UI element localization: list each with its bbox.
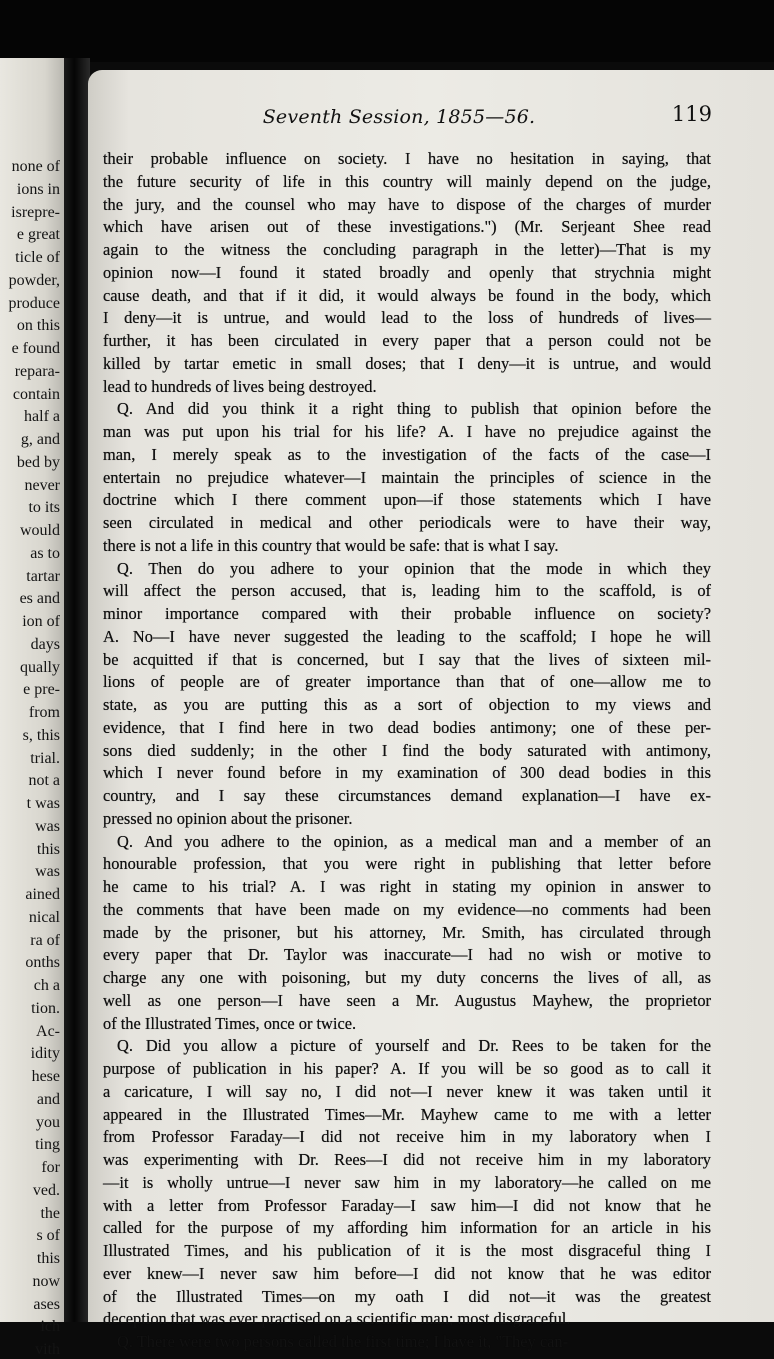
text-line: a caricature, I will say no, I did not—I never knew it was taken until it [103, 1081, 711, 1101]
left-page-line: produce [8, 294, 60, 312]
text-line: which I never found before in my examination of 300 dead bodies in this [103, 763, 711, 783]
text-line: —it is wholly untrue—I never saw him in my laboratory—he called on me [103, 1172, 711, 1192]
left-page-line: to its [28, 499, 60, 517]
text-line: minor importance compared with their probable influence on society? [103, 604, 711, 623]
left-page-line: never [24, 476, 60, 494]
text-line: Q. Did you allow a picture of yourself and Dr. Rees to be taken for the [117, 1036, 711, 1056]
text-line: well as one person—I have seen a Mr. Augustus Mayhew, the proprietor [103, 990, 711, 1010]
text-line: I deny—it is untrue, and would lead to the loss of hundreds of lives— [103, 308, 711, 328]
scan-top-border [0, 0, 774, 62]
left-page-line: tion. [31, 999, 60, 1017]
text-line: he came to his trial? A. I was right in stating my opinion in answer to [103, 877, 711, 896]
text-line: be acquitted if that is concerned, but I say that the lives of sixteen mil- [103, 649, 711, 669]
text-line: Illustrated Times, and his publication of it is the most disgraceful thing I [103, 1241, 711, 1260]
left-page-line: and [36, 1090, 60, 1108]
left-page-line: powder, [8, 271, 60, 289]
text-line: further, it has been circulated in every paper that a person could not be [103, 331, 711, 350]
left-page-line: e found [11, 340, 60, 357]
text-line: evidence, that I find here in two dead bodies antimony; one of these per- [103, 717, 711, 737]
text-line: state, as you are putting this as a sort of objection to my views and [103, 695, 711, 714]
left-page-line: none of [11, 158, 60, 175]
left-page-line: this [36, 1250, 60, 1267]
text-line: sons died suddenly; in the other I find the body saturated with antimony, [103, 740, 711, 760]
text-line: country, and I say these circumstances demand explanation—I have ex- [103, 786, 711, 805]
text-line: ever knew—I never saw him before—I did not know that he was editor [103, 1263, 711, 1283]
left-page-line: this [36, 840, 60, 858]
text-line: opinion now—I found it stated broadly and openly that strychnia might [103, 262, 711, 282]
left-page-line: repara- [14, 362, 60, 380]
testimony-text [103, 148, 711, 1354]
text-line: of the Illustrated Times—on my oath I did not—it was the greatest [103, 1286, 711, 1306]
left-page-line: es and [19, 590, 60, 608]
book-gutter [64, 58, 90, 1322]
text-line: from Professor Faraday—I did not receive him in my laboratory when I [103, 1127, 711, 1147]
left-page-line: not a [28, 772, 60, 790]
text-line: entertain no prejudice whatever—I maintain the principles of science in the [103, 467, 711, 487]
left-page-line: for [41, 1159, 60, 1176]
text-line: the jury, and the counsel who may have to dispose of the charges of murder [103, 194, 711, 214]
text-line: Q. And did you think it a right thing to publish that opinion before the [117, 399, 711, 419]
left-page-line: ich [40, 1318, 60, 1336]
text-line: charge any one with poisoning, but my duty concerns the lives of all, as [103, 968, 711, 987]
text-line: seen circulated in medical and other periodicals were to have their way, [103, 513, 711, 532]
text-line: was experimenting with Dr. Rees—I did not receive him in my laboratory [103, 1150, 711, 1169]
page-number: 119 [671, 102, 712, 126]
left-page-line: ra of [30, 931, 60, 949]
left-page-line: from [28, 704, 60, 721]
text-line: the comments that have been made on my evidence—no comments had been [103, 899, 711, 919]
text-line: doctrine which I there comment upon—if those statements which I have [103, 490, 711, 510]
left-page-line: onths [25, 954, 60, 972]
text-line: lions of people are of greater importance than that of one—allow me to [103, 672, 711, 692]
left-page-line: hese [31, 1068, 60, 1085]
left-page-line: was [35, 863, 60, 881]
left-page-line: half a [24, 408, 60, 426]
text-line: man, I merely speak as to the investigation of the facts of the case—I [103, 444, 711, 464]
left-page-line: you [36, 1113, 60, 1131]
left-page-line: contain [12, 385, 60, 403]
left-page-line: isrepre- [11, 203, 60, 221]
text-line: called for the purpose of my affording him information for an article in his [103, 1218, 711, 1238]
text-line: Q. Then do you adhere to your opinion that the mode in which they [117, 558, 711, 578]
text-line: cause death, and that if it did, it would always be found in the body, which [103, 285, 711, 305]
text-line: lead to hundreds of lives being destroyed. [103, 376, 377, 396]
text-line: appeared in the Illustrated Times—Mr. Mayhew came to me with a letter [103, 1104, 711, 1124]
text-line: their probable influence on society. I have no hesitation in saying, that [103, 149, 711, 168]
left-page-line: ticle of [15, 249, 60, 266]
text-line: honourable profession, that you were right in publishing that letter before [103, 854, 711, 874]
left-page-line: ting [35, 1136, 60, 1154]
left-facing-page [0, 58, 64, 1358]
text-line: Q. And you adhere to the opinion, as a medical man and a member of an [117, 831, 711, 851]
left-page-line: bed by [16, 453, 60, 471]
text-line: killed by tartar emetic in small doses; that I deny—it is untrue, and would [103, 353, 711, 373]
left-page-line: as to [30, 544, 60, 562]
text-line: every paper that Dr. Taylor was inaccurate—I had no wish or motive to [103, 945, 711, 965]
left-page-line: ved. [32, 1181, 60, 1199]
left-page-line: g, and [20, 431, 60, 448]
left-page-line: ained [25, 886, 60, 903]
left-page-line: e pre- [23, 681, 60, 699]
text-line: man was put upon his trial for his life? A. I have no prejudice against the [103, 422, 711, 441]
left-page-line: was [35, 817, 60, 835]
left-page-line: ion of [22, 613, 60, 630]
left-page-line: on this [16, 317, 60, 335]
text-line: made by the prisoner, but his attorney, Mr. Smith, has circulated through [103, 922, 711, 942]
left-page-line: vith [35, 1341, 60, 1358]
text-line: A. No—I have never suggested the leading to the scaffold; I hope he will [103, 626, 711, 646]
text-line: there is not a life in this country that would be safe: that is what I say. [103, 535, 559, 555]
text-line: Q. There were two persons called the first time; I have it, "They can- [117, 1332, 569, 1351]
left-page-line: now [32, 1272, 60, 1290]
left-page-line: would [20, 522, 60, 539]
left-page-line: qually [20, 658, 60, 676]
text-line: will affect the person accused, that is, leading him to the scaffold, is of [103, 581, 711, 601]
left-page-line: ases [33, 1295, 60, 1313]
text-line: of the Illustrated Times, once or twice. [103, 1013, 357, 1033]
left-page-line: t was [26, 795, 60, 812]
text-line: purpose of publication in his paper? A. If you will be so good as to call it [103, 1059, 711, 1078]
left-page-line: s, this [22, 726, 60, 744]
left-page-line: trial. [30, 749, 60, 767]
left-page-line: s of [36, 1227, 60, 1245]
left-page-line: idity [30, 1045, 60, 1063]
text-line: with a letter from Professor Faraday—I saw him—I did not know that he [103, 1195, 711, 1215]
running-head: Seventh Session, 1855—56. [262, 106, 536, 128]
text-line: again to the witness the concluding paragraph in the letter)—That is my [103, 240, 711, 259]
left-page-line: ions in [16, 180, 60, 198]
text-line: the future security of life in this country will mainly depend on the judge, [103, 171, 711, 191]
text-line: which have arisen out of these investigations.") (Mr. Serjeant Shee read [103, 217, 711, 237]
left-page-line: e great [16, 226, 60, 244]
right-page [88, 70, 774, 1351]
left-page-line: Ac- [36, 1022, 60, 1040]
text-line: pressed no opinion about the prisoner. [103, 808, 353, 828]
left-page-line: days [30, 635, 60, 653]
left-page-line: the [40, 1204, 60, 1222]
left-page-line: tartar [26, 567, 60, 585]
text-line: deception that was ever practised on a scientific man; most disgraceful. [103, 1309, 571, 1329]
left-page-line: nical [28, 908, 60, 926]
left-page-line: ch a [33, 977, 60, 994]
